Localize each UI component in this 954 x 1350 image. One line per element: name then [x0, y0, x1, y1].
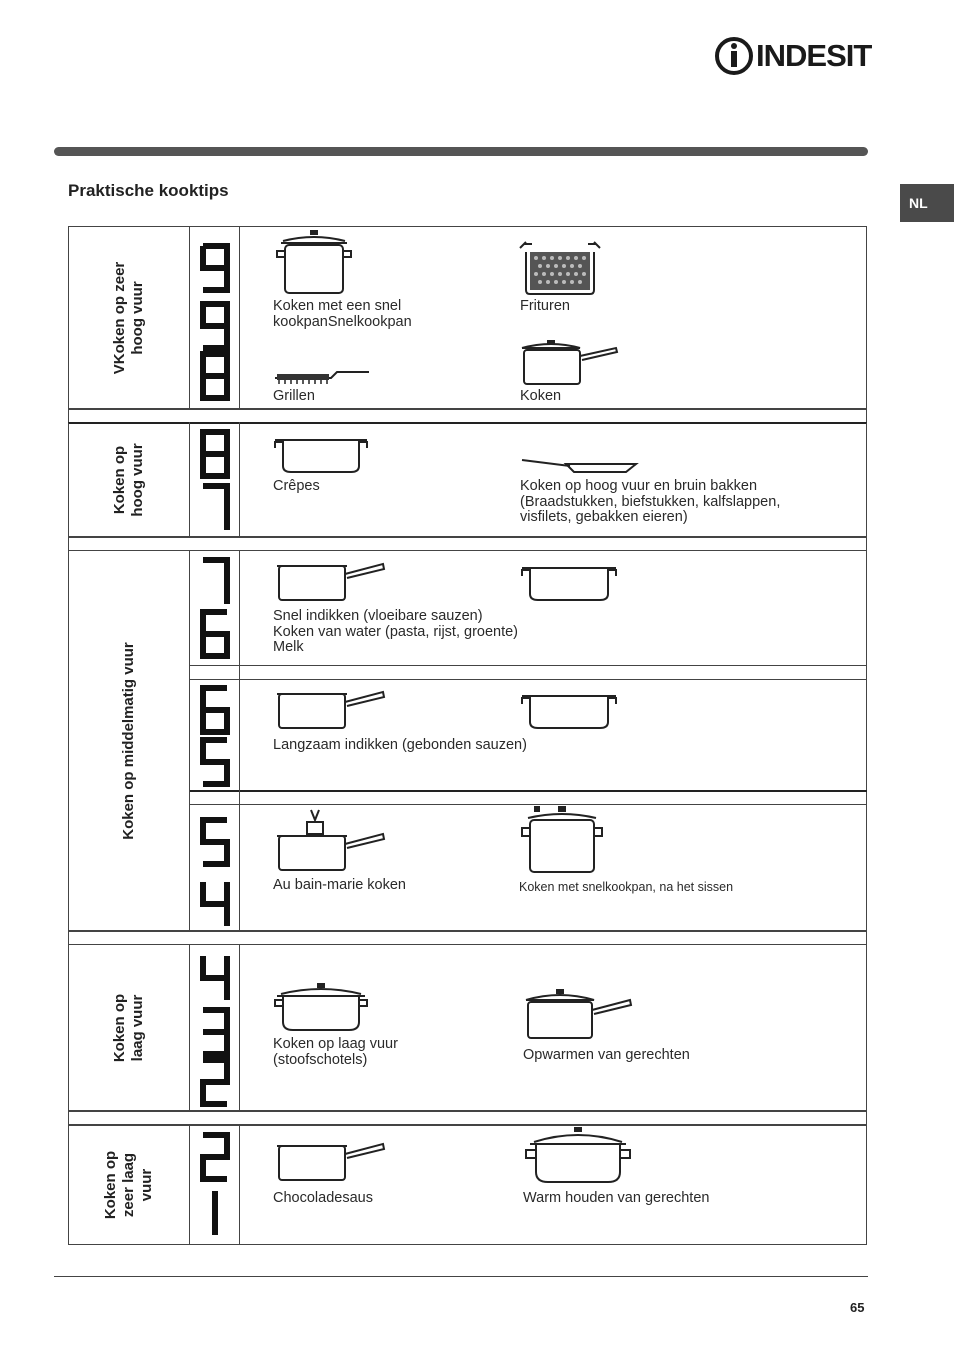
tip-text: Koken met snelkookpan, na het sissen — [519, 880, 734, 894]
row-label-cell — [68, 1125, 190, 1245]
frying-pan-icon — [520, 456, 640, 476]
digit-9-icon — [199, 300, 231, 352]
row-label-cell — [68, 226, 190, 409]
digit-2-icon — [199, 1056, 231, 1108]
tip-text: Crêpes — [273, 478, 320, 494]
row-label: Koken op zeer laag vuur — [101, 1150, 155, 1220]
pressure-cooker-icon — [520, 804, 604, 876]
tip-text: Warm houden van gerechten — [523, 1190, 710, 1206]
digit-8-icon — [199, 428, 231, 480]
row-label: Koken op middelmatig vuur — [119, 641, 137, 840]
saucepan-lid-icon — [520, 338, 620, 388]
digit-7-icon — [199, 482, 231, 534]
row-spacer — [68, 1111, 867, 1125]
tip-text: Koken op laag vuur (stoofschotels) — [273, 1036, 398, 1068]
digit-6-icon — [199, 684, 231, 736]
row-spacer — [68, 537, 867, 551]
digit-2-icon — [199, 1131, 231, 1183]
tip-text: Koken op hoog vuur en bruin bakken (Braadstukken, biefstukken, kalfslappen, visfilets, gebakken eieren) — [520, 478, 781, 525]
subrow-divider — [190, 679, 867, 680]
digit-9-icon — [199, 242, 231, 294]
row-label: Koken op hoog vuur — [110, 442, 146, 517]
row-label-cell — [68, 944, 190, 1111]
row-label-cell — [68, 422, 190, 537]
fryer-basket-icon — [518, 238, 602, 296]
tip-text: Koken — [520, 388, 562, 404]
digit-4-icon — [199, 878, 231, 930]
covered-pot-icon — [522, 1126, 634, 1186]
setting-digits-cell — [190, 944, 240, 1111]
setting-digits-cell — [190, 422, 240, 537]
double-boiler-icon — [275, 808, 387, 874]
section-title: Praktische kooktips — [68, 181, 229, 200]
digit-4-icon — [199, 952, 231, 1004]
tip-text: Langzaam indikken (gebonden sauzen) — [273, 737, 527, 753]
header-divider — [54, 147, 868, 156]
saucepan-icon — [275, 560, 387, 604]
setting-digits-cell — [190, 226, 240, 409]
tip-text: Chocoladesaus — [273, 1190, 373, 1206]
tip-text: Au bain-marie koken — [273, 877, 406, 893]
tip-text: Koken met een snel kookpanSnelkookpan — [273, 298, 412, 330]
digit-3-icon — [199, 1006, 231, 1058]
stew-pot-icon — [273, 982, 369, 1034]
row-spacer — [68, 931, 867, 945]
language-tab[interactable]: NL — [900, 184, 954, 222]
casserole-icon — [520, 564, 618, 604]
digit-5-icon — [199, 736, 231, 788]
tip-text: Opwarmen van gerechten — [523, 1047, 690, 1063]
row-label: VKoken op zeer hoog vuur — [110, 261, 146, 374]
casserole-icon — [520, 692, 618, 732]
tip-text: Grillen — [273, 388, 315, 404]
setting-digits-cell — [190, 550, 240, 931]
row-label: Koken op laag vuur — [110, 993, 146, 1062]
pressure-cooker-icon — [275, 229, 353, 297]
brand-name: INDESIT — [756, 38, 872, 73]
digit-1-icon — [199, 1187, 231, 1239]
saucepan-icon — [275, 688, 387, 732]
casserole-icon — [273, 434, 369, 476]
row-spacer — [68, 409, 867, 423]
tip-text: Frituren — [520, 298, 570, 314]
grill-pan-icon — [273, 366, 371, 386]
page-number: 65 — [850, 1300, 865, 1315]
tip-text: Snel indikken (vloeibare sauzen) Koken van water (pasta, rijst, groente) Melk — [273, 608, 519, 655]
setting-digits-cell — [190, 1125, 240, 1245]
row-label-cell — [68, 550, 190, 931]
digit-7-icon — [199, 556, 231, 608]
saucepan-icon — [275, 1140, 387, 1184]
digit-6-icon — [199, 608, 231, 660]
subrow-divider — [190, 790, 867, 792]
subrow-divider — [190, 665, 867, 666]
digit-5-icon — [199, 816, 231, 868]
saucepan-lid-icon — [522, 988, 634, 1042]
digit-8-icon — [199, 350, 231, 402]
footer-divider — [54, 1276, 868, 1277]
